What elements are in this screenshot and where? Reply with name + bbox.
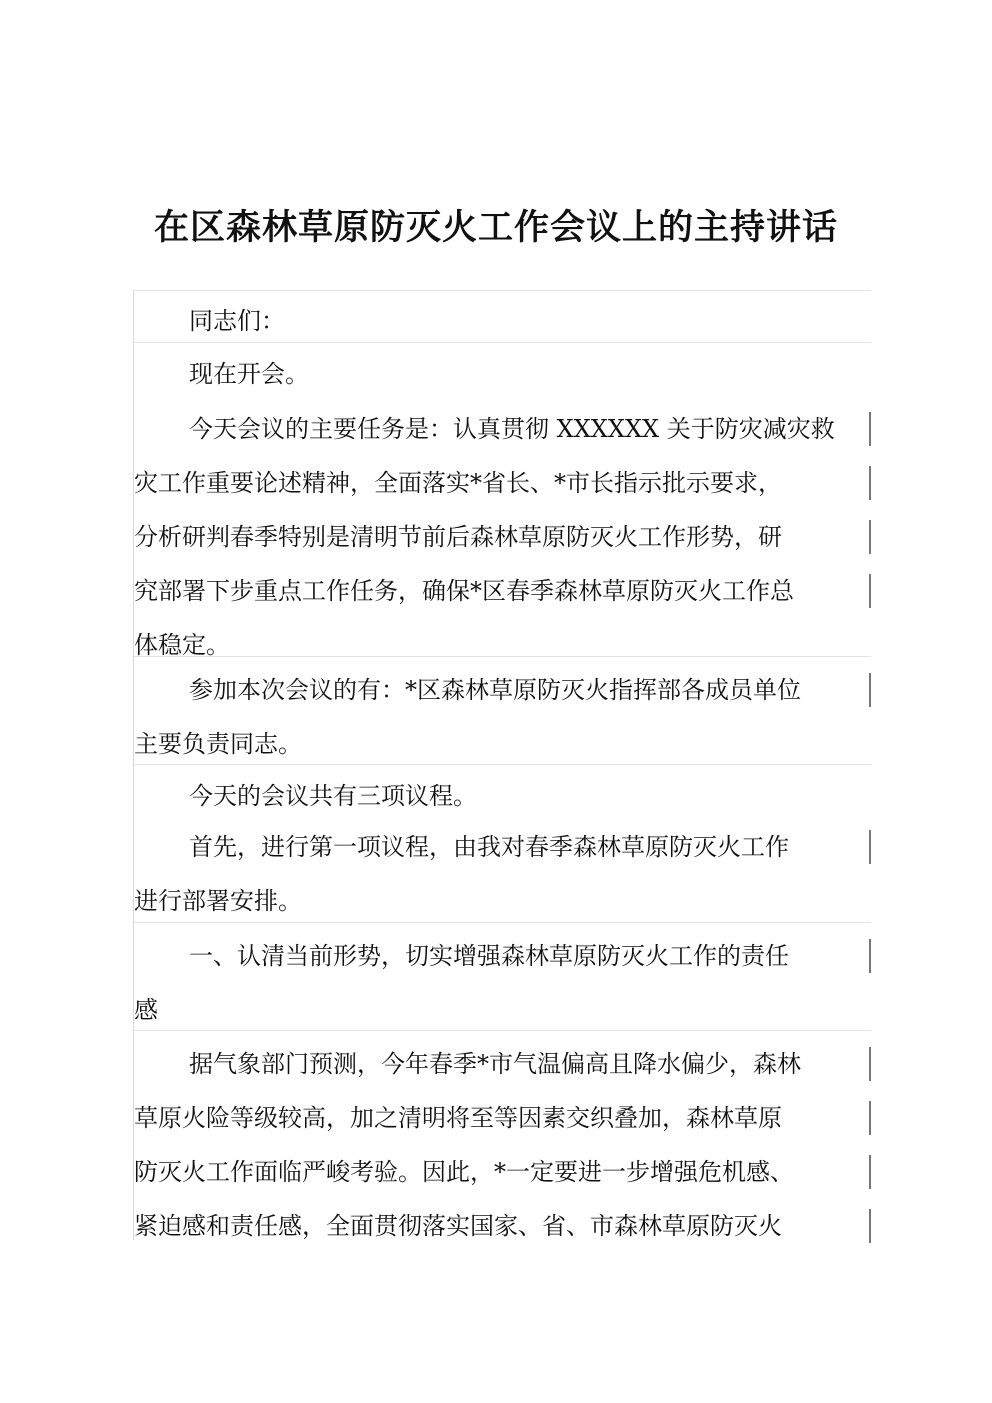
paragraph-line: 体稳定。 [134, 631, 230, 659]
paragraph-line: 今天的会议共有三项议程。 [189, 782, 477, 810]
paragraph-line: 据气象部门预测，今年春季*市气温偏高且降水偏少，森林 [189, 1050, 801, 1078]
document-title: 在区森林草原防灭火工作会议上的主持讲话 [153, 208, 838, 248]
paragraph-line: 紧迫感和责任感，全面贯彻落实国家、省、市森林草原防灭火 [134, 1212, 782, 1240]
paragraph-line: 同志们： [189, 307, 285, 335]
paragraph-agenda-count [134, 764, 871, 817]
text-boundary-mark [869, 673, 871, 707]
text-boundary-mark [869, 520, 871, 554]
paragraph-line: 防灭火工作面临严峻考验。因此，*一定要进一步增强危机感、 [134, 1158, 794, 1186]
paragraph-line: 首先，进行第一项议程，由我对春季森林草原防灭火工作 [189, 833, 789, 861]
document-body [133, 290, 871, 1240]
text-boundary-mark [869, 574, 871, 608]
text-boundary-mark [869, 939, 871, 973]
paragraph-line: 今天会议的主要任务是：认真贯彻 XXXXXX 关于防灾减灾救 [189, 415, 835, 443]
paragraph-line: 灾工作重要论述精神，全面落实*省长、*市长指示批示要求， [134, 469, 782, 497]
paragraph-line: 现在开会。 [189, 360, 309, 388]
paragraph-line: 一、认清当前形势，切实增强森林草原防灭火工作的责任 [189, 942, 789, 970]
text-boundary-mark [869, 1209, 871, 1243]
text-boundary-mark [869, 1047, 871, 1081]
section-heading-1 [134, 922, 871, 1031]
text-boundary-mark [869, 1101, 871, 1135]
paragraph-line: 参加本次会议的有：*区森林草原防灭火指挥部各成员单位 [189, 676, 801, 704]
paragraph-line: 草原火险等级较高，加之清明将至等因素交织叠加，森林草原 [134, 1104, 782, 1132]
text-boundary-mark [869, 830, 871, 864]
paragraph-weather-forecast [134, 1030, 871, 1241]
paragraph-main-task [134, 398, 871, 659]
text-boundary-mark [869, 412, 871, 446]
paragraph-line: 感 [134, 996, 158, 1024]
paragraph-first-agenda [134, 816, 871, 922]
paragraph-attendees [134, 656, 871, 765]
paragraph-salutation [134, 290, 871, 343]
paragraph-opening [134, 342, 871, 399]
paragraph-line: 究部署下步重点工作任务，确保*区春季森林草原防灭火工作总 [134, 577, 794, 605]
paragraph-line: 分析研判春季特别是清明节前后森林草原防灭火工作形势，研 [134, 523, 782, 551]
paragraph-line: 主要负责同志。 [134, 730, 302, 758]
text-boundary-mark [869, 1155, 871, 1189]
text-boundary-mark [869, 466, 871, 500]
paragraph-line: 进行部署安排。 [134, 887, 302, 915]
